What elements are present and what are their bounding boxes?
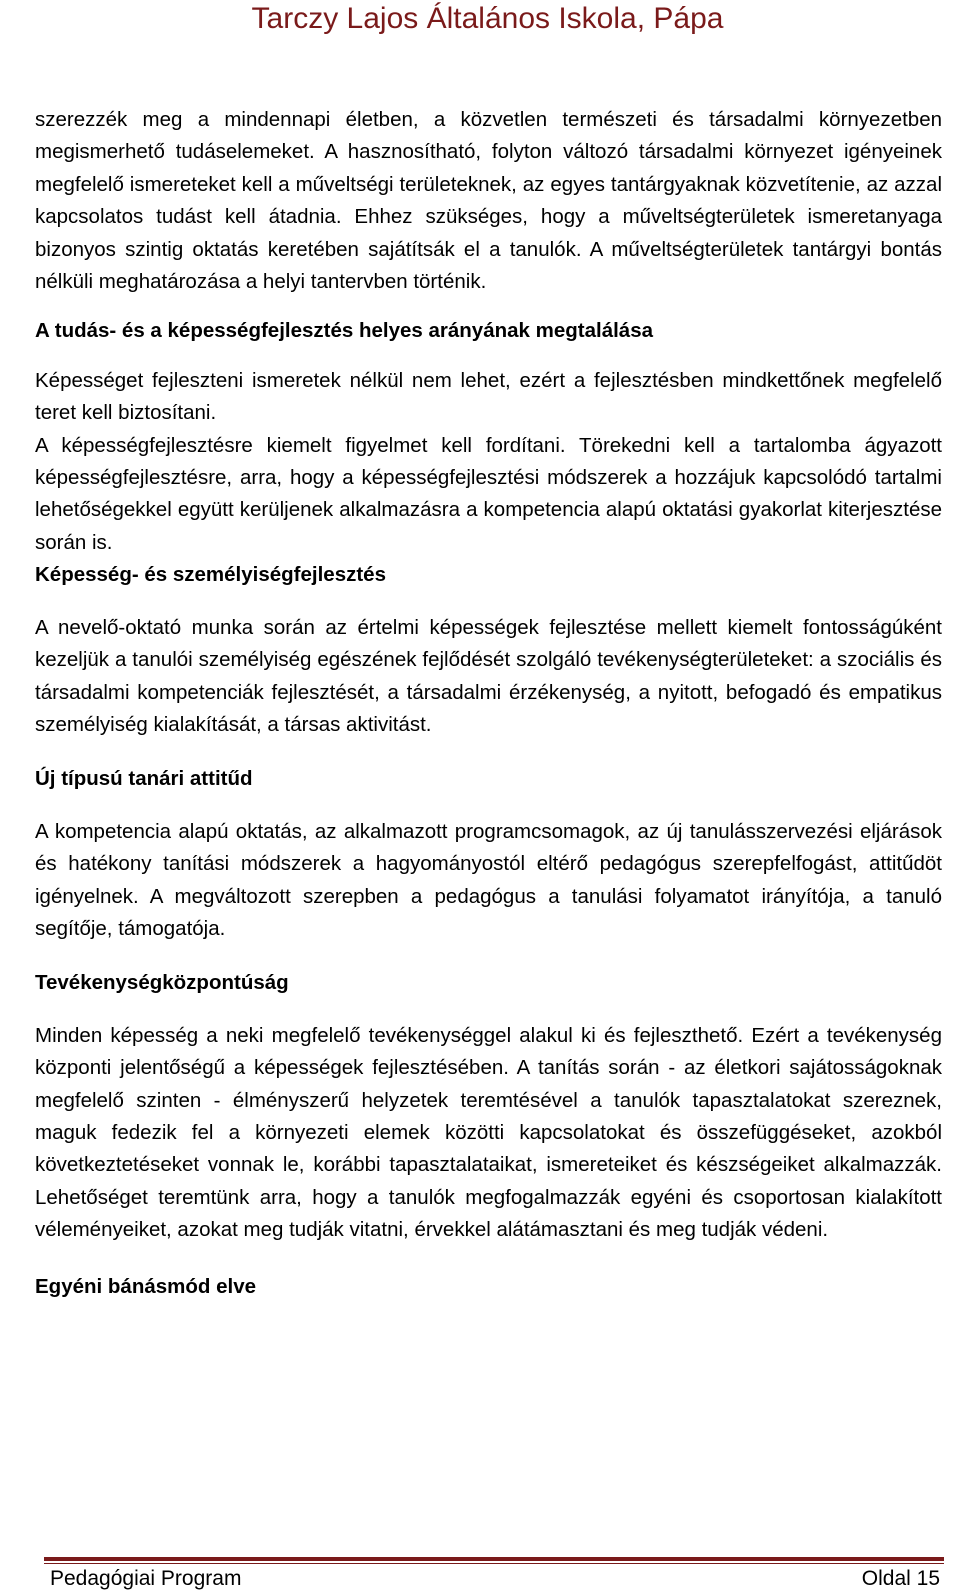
spacer <box>35 592 942 612</box>
spacer <box>35 796 942 816</box>
document-body <box>35 104 942 1303</box>
section-heading-activity: Tevékenységközpontúság <box>35 971 289 995</box>
paragraph-activity: Minden képesség a neki megfelelő tevékenységgel alakul ki és fejleszthető. Ezért a tevékenység központi jelentőségű a képességek fejlesztésében. A tanítás során - az életkori sajátosságoknak megfelelő szinten - élményszerű helyzetek teremtésével a tanulók tapasztalatokat szereznek, maguk fedezik fel a környezeti elemek közötti kapcsolatokat és összefüggéseket, azokból következtetéseket vonnak le, korábbi tapasztalataikat, ismereteiket és készségeiket alkalmazzák. Lehetőséget teremtünk arra, hogy a tanulók megfogalmazzák egyéni és csoportosan kialakított véleményeiket, azokat meg tudják vitatni, érvekkel alátámasztani és meg tudják védeni. <box>35 1023 942 1242</box>
section-heading-individual: Egyéni bánásmód elve <box>35 1274 257 1298</box>
footer-divider-thin <box>44 1563 944 1564</box>
paragraph-skills-knowledge: Képességet fejleszteni ismeretek nélkül nem lehet, ezért a fejlesztésben mindkettőnek megfelelő teret kell biztosítani. <box>35 368 942 425</box>
intro-paragraph: szerezzék meg a mindennapi életben, a közvetlen természeti és társadalmi környezetben megismerhető tudáselemeket. A hasznosítható, folyton változó társadalmi környezet igényeinek megfelelő ismereteket kell a műveltségi területeknek, az egyes tantárgyaknak közvetítenie, az azzal kapcsolatos tudást kell átadnia. Ehhez szükséges, hogy a műveltségterületek ismeretanyaga bizonyos szintig oktatás keretében sajátítsák el a tanulók. A műveltségterületek tantárgyi bontás nélküli meghatározása a helyi tantervben történik. <box>35 108 942 294</box>
spacer <box>35 945 942 967</box>
section-heading-teacher-attitude: Új típusú tanári attitűd <box>35 767 253 791</box>
spacer <box>35 741 942 763</box>
paragraph-personality: A nevelő-oktató munka során az értelmi képességek fejlesztése mellett kiemelt fontosságúként kezeljük a tanulói személyiség egészének fejlődését szolgáló tevékenységterületeket: a szociális és társadalmi kompetenciák fejlesztését, a társadalmi érzékenység, a nyitott, befogadó és empatikus személyiség kialakítását, a társas aktivitást. <box>35 615 942 736</box>
spacer <box>35 298 942 315</box>
page-header-title: Tarczy Lajos Általános Iskola, Pápa <box>251 2 724 35</box>
paragraph-skills-development: A képességfejlesztésre kiemelt figyelmet kell fordítani. Törekedni kell a tartalomba ágyazott képességfejlesztésre, arra, hogy a képességfejlesztési módszerek a hozzájuk kapcsolódó tartalmi lehetőségekkel együtt kerüljenek alkalmazásra a kompetencia alapú oktatási gyakorlat kiterjesztése során is. <box>35 433 942 554</box>
paragraph-teacher-attitude: A kompetencia alapú oktatás, az alkalmazott programcsomagok, az új tanulásszervezési eljárások és hatékony tanítási módszerek a hagyományostól eltérő pedagógus szerepfelfogást, attitűdöt igényelnek. A megváltozott szerepben a pedagógus a tanulási folyamatot irányítója, a tanuló segítője, támogatója. <box>35 819 942 940</box>
section-heading-personality: Képesség- és személyiségfejlesztés <box>35 563 386 587</box>
spacer <box>35 1247 942 1271</box>
section-heading-knowledge-skills: A tudás- és a képességfejlesztés helyes arányának megtalálása <box>35 319 653 343</box>
footer-document-name: Pedagógiai Program <box>50 1567 242 1590</box>
footer-page-number: Oldal 15 <box>861 1567 940 1590</box>
footer-divider <box>44 1557 944 1561</box>
spacer <box>35 348 942 365</box>
spacer <box>35 1000 942 1020</box>
